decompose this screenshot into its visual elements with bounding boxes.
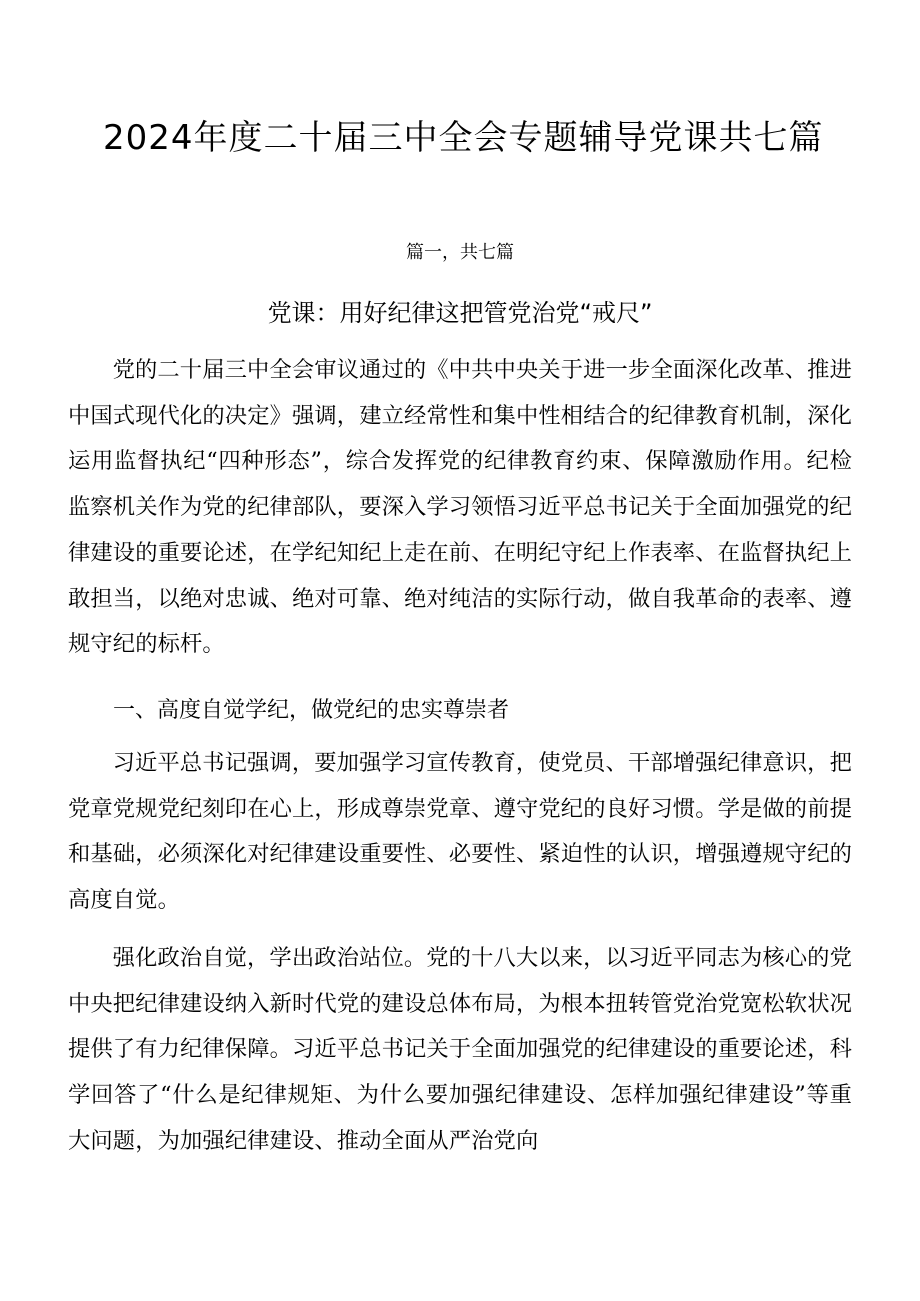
section-label: 篇一，共七篇 — [406, 242, 514, 263]
document-title: 2024年度二十届三中全会专题辅导党课共七篇 — [103, 118, 824, 158]
lesson-title: 党课：用好纪律这把管党治党“戒尺” — [267, 299, 653, 327]
section-one-paragraph-1: 习近平总书记强调，要加强学习宣传教育，使党员、干部增强纪律意识，把党章党规党纪刻印在心上，形成尊崇党章、遵守党纪的良好习惯。学是做的前提和基础，必须深化对纪律建设重要性、必要性、紧迫性的认识，增强遵规守纪的高度自觉。 — [68, 750, 852, 914]
section-one-heading: 一、高度自觉学纪，做党纪的忠实尊崇者 — [113, 698, 510, 723]
intro-paragraph: 党的二十届三中全会审议通过的《中共中央关于进一步全面深化改革、推进中国式现代化的决定》强调，建立经常性和集中性相结合的纪律教育机制，深化运用监督执纪“四种形态”，综合发挥党的纪律教育约束、保障激励作用。纪检监察机关作为党的纪律部队，要深入学习领悟习近平总书记关于全面加强党的纪律建设的重要论述，在学纪知纪上走在前、在明纪守纪上作表率、在监督执纪上敢担当，以绝对忠诚、绝对可靠、绝对纯洁的实际行动，做自我革命的表率、遵规守纪的标杆。 — [68, 357, 852, 658]
section-one-paragraph-2: 强化政治自觉，学出政治站位。党的十八大以来，以习近平同志为核心的党中央把纪律建设纳入新时代党的建设总体布局，为根本扭转管党治党宽松软状况提供了有力纪律保障。习近平总书记关于全面加强党的纪律建设的重要论述，科学回答了“什么是纪律规矩、为什么要加强纪律建设、怎样加强纪律建设”等重大问题，为加强纪律建设、推动全面从严治党向 — [68, 945, 852, 1154]
